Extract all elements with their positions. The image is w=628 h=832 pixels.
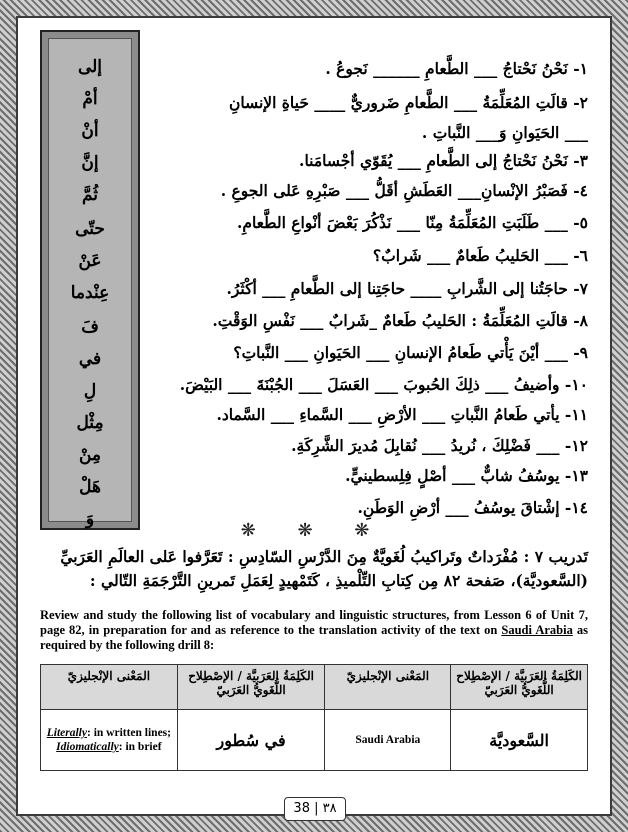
exercise-line: ١٠- وأضيفُ ___ ذلِكَ الحُبوبَ ___ العَسَلَ ___ الجُبْنَةَ ___ البَيْضَ.	[179, 375, 588, 394]
word-bank-item: وَ	[85, 509, 95, 529]
idiomatically-text: : in brief	[118, 741, 162, 753]
word-bank-item: في	[78, 349, 102, 369]
column-header: المَعْنى الإنْجليزيّ	[325, 665, 451, 710]
exercise-line: ٩- ___ أيْنَ يَأْتي طَعامُ الإنسانِ ___ الحَيَوانِ ___ النَّباتِ؟	[233, 343, 588, 362]
word-bank-item: عَنْ	[78, 251, 102, 271]
table-header-row	[41, 665, 588, 710]
exercise-line: ٣- نَحْنُ نَحْتاجُ إلى الطَّعامِ ___ يُقَوّي أجْسامَنا.	[299, 151, 588, 170]
idiomatically-label: Idiomatically	[56, 741, 119, 753]
exercise-line: ١٢- ___ فَضْلِكَ ، نُريدُ ___ نُقابِلَ مُديرَ الشَّرِكَةِ.	[291, 436, 588, 455]
vocabulary-table	[40, 664, 588, 771]
exercise-line: ١١- يأتي طَعامُ النَّباتِ ___ الأرْضِ ___ السَّماءِ ___ السَّماد.	[216, 405, 588, 424]
word-bank-panel	[48, 38, 132, 529]
word-bank-sidebar	[40, 30, 140, 530]
arabic-term-cell: السَّعوديَّة	[451, 710, 588, 771]
word-bank-item: مِثْل	[76, 413, 104, 433]
drill-title-line: تَدريب ٧ : مُفْرَداتٌ وتَراكيبُ لُغَويَّةٌ مِنَ الدَّرْسِ السّادِسِ : تَعَرَّفوا عَلى العالَمِ العَرَبيِّ	[60, 547, 588, 566]
literally-label: Literally	[46, 727, 87, 739]
section-ornament: ❋ ❋ ❋	[240, 520, 388, 541]
exercise-line: ٧- حاجَتُنا إلى الشَّرابِ ____ حاجَتِنا إلى الطَّعامِ ___ أكْثَرُ.	[226, 279, 588, 298]
word-bank-item: أنْ	[81, 121, 99, 141]
english-meaning-cell	[41, 710, 178, 771]
exercise-line: ١٣- يوسُفُ شابٌّ ___ أصْلٍ فِلِسطينيٍّ.	[345, 466, 588, 485]
exercise-line: ___ الحَيَوانِ وَ___ النَّباتِ .	[421, 123, 588, 142]
word-bank-item: هَلْ	[79, 477, 101, 497]
word-bank-item: عِنْدما	[70, 283, 110, 303]
drill-en-tail: as required by the following drill 8:	[40, 623, 589, 652]
column-header: الكَلِمَةُ العَرَبيَّة / الإصْطِلاح اللُّغَويُّ العَرَبيّ	[177, 665, 325, 710]
drill-title-line: (السَّعوديَّة)، صَفحة ٨٢ مِن كِتابِ التِّلْميذِ ، كَتَمْهيدٍ لِعَمَلِ تَمرينِ التَّرْجَمَةِ التّالي :	[89, 571, 588, 590]
exercise-line: ٨- قالَتِ المُعَلِّمَةُ : الحَليبُ طَعامٌ _شَرابٌ ___ نَفْسِ الوَقْتِ.	[212, 311, 588, 330]
word-bank-item: إلى	[77, 57, 103, 77]
exercise-line: ١٤- إشْتاقَ يوسُفُ ___ أرْضِ الوَطَنِ.	[357, 498, 588, 517]
exercise-line: ١- نَحْنُ نَحْتاجُ ___ الطَّعامِ ______ نَجوعُ .	[325, 59, 588, 78]
word-bank-item: مِنْ	[78, 445, 102, 465]
exercise-line: ٦- ___ الحَليبُ طَعامٌ ___ شَرابٌ؟	[372, 246, 588, 265]
word-bank-item: حتّى	[75, 219, 105, 239]
word-bank-item: ثُمَّ	[81, 185, 99, 205]
page-number: 38 | ٣٨	[284, 797, 346, 821]
saudi-arabia-link-text: Saudi Arabia	[501, 623, 573, 637]
column-header: المَعْنى الإنْجليزيّ	[41, 665, 178, 710]
english-meaning-cell: Saudi Arabia	[325, 710, 451, 771]
word-bank-item: فَ	[81, 317, 99, 337]
drill-english-instructions	[40, 608, 588, 653]
word-bank-item: إنَّ	[81, 153, 99, 173]
word-bank-item: لِ	[83, 381, 97, 401]
exercise-line: ٤- فَصَبْرُ الإنْسانِ___ العَطَشِ أقَلُّ ___ صَبْرِهِ عَلى الجوعِ .	[220, 181, 588, 200]
drill-heading	[40, 545, 588, 593]
arabic-term-cell: في سُطور	[177, 710, 325, 771]
drill-en-text: Review and study the following list of vocabulary and linguistic structures, from Lesson 6 of Unit 7, page 82, in preparation for and as reference to the translation activity of the text on	[40, 608, 588, 637]
exercise-line: ٥- ___ طَلَبَتِ المُعَلِّمَةُ مِنّا ___ نَذْكُرَ بَعْضَ أنْواعِ الطَّعامِ.	[236, 213, 588, 232]
column-header: الكَلِمَةُ العَرَبيَّة / الإصْطِلاح اللُّغَويُّ العَرَبيّ	[451, 665, 588, 710]
word-bank-item: أمْ	[82, 89, 98, 109]
literally-text: : in written lines;	[86, 727, 171, 739]
exercise-line: ٢- قالَتِ المُعَلِّمَةُ ___ الطَّعامِ ضَروريٌّ ____ حَياةِ الإنسانِ	[229, 93, 588, 112]
table-row	[41, 710, 588, 771]
